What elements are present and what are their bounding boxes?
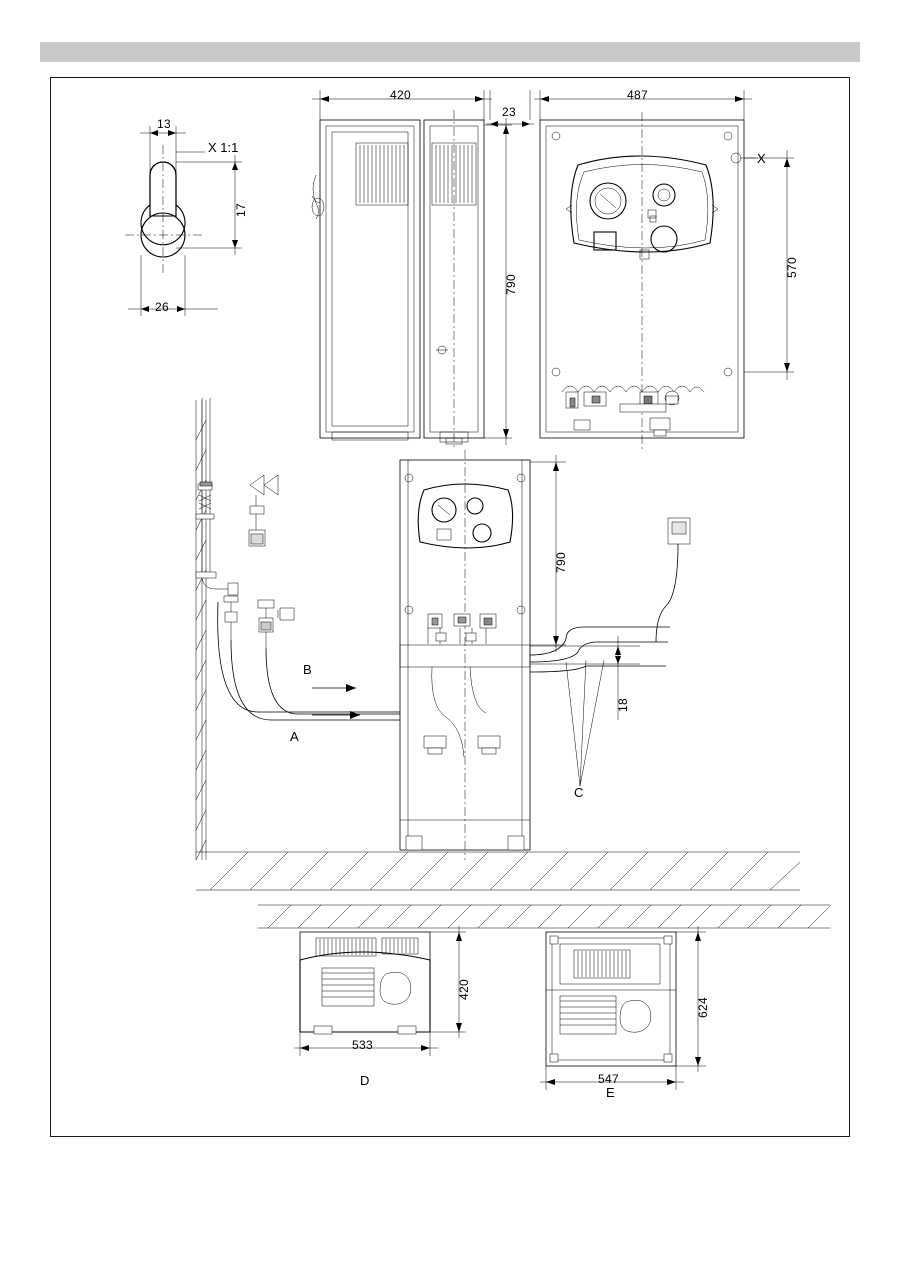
callout-c: C [574, 785, 584, 800]
view-d [294, 926, 466, 1056]
dim-side-width-420: 420 [390, 88, 411, 102]
dim-front-height-570: 570 [785, 257, 799, 278]
dim-install-offset-18: 18 [616, 698, 630, 712]
dim-d-width-533: 533 [352, 1038, 373, 1052]
dim-detail-13: 13 [157, 117, 171, 131]
dim-install-height-790: 790 [554, 552, 568, 573]
dim-side-height-790: 790 [504, 274, 518, 295]
dim-detail-17: 17 [234, 203, 248, 217]
dim-front-width-487: 487 [627, 88, 648, 102]
callout-b: B [303, 662, 312, 677]
view-label-d: D [360, 1073, 370, 1088]
view-front [534, 90, 794, 450]
dim-e-height-624: 624 [696, 997, 710, 1018]
view-label-e: E [606, 1085, 615, 1100]
dim-gap-23: 23 [502, 105, 516, 119]
view-side-and-front [312, 90, 534, 450]
detail-ref-x: X [757, 151, 766, 166]
view-installation [196, 398, 830, 928]
dim-d-height-420: 420 [457, 979, 471, 1000]
detail-scale-label: X 1:1 [208, 140, 239, 155]
callout-a: A [290, 729, 299, 744]
dim-e-width-547: 547 [598, 1072, 619, 1086]
dim-detail-26: 26 [155, 300, 169, 314]
view-e [540, 926, 706, 1090]
